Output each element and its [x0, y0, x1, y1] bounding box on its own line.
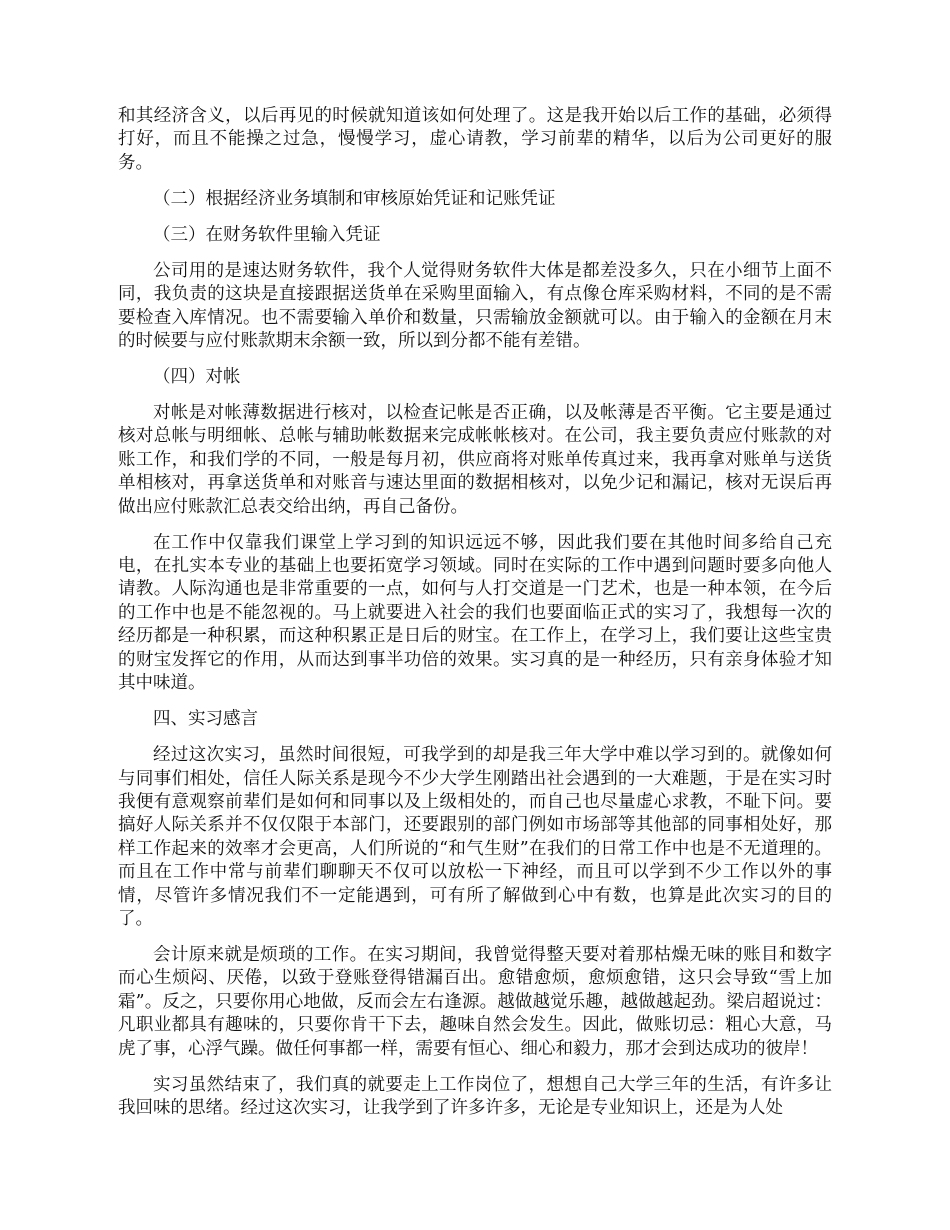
paragraph: 经过这次实习，虽然时间很短，可我学到的却是我三年大学中难以学习到的。就像如何与同事们相处，信任人际关系是现今不少大学生刚踏出社会遇到的一大难题，于是在实习时我便有意观察前辈们是如何和同事以及上级相处的，而自己也尽量虚心求教，不耻下问。要搞好人际关系并不仅仅限于本部门，还要跟别的部门例如市场部等其他部的同事相处好，那样工作起来的效率才会更高，人们所说的“和气生财”在我们的日常工作中也是不无道理的。而且在工作中常与前辈们聊聊天不仅可以放松一下神经，而且可以学到不少工作以外的事情，尽管许多情况我们不一定能遇到，可有所了解做到心中有数，也算是此次实习的目的了。 [118, 745, 832, 929]
section-heading: 四、实习感言 [153, 709, 258, 730]
section-heading: （三）在财务软件里输入凭证 [153, 224, 381, 245]
paragraph: 对帐是对帐薄数据进行核对，以检查记帐是否正确，以及帐薄是否平衡。它主要是通过核对总帐与明细帐、总帐与辅助帐数据来完成帐帐核对。在公司，我主要负责应付账款的对账工作，和我们学的不同，一般是每月初，供应商将对账单传真过来，我再拿对账单与送货单相核对，再拿送货单和对账音与速达里面的数据相核对，以免少记和漏记，核对无误后再做出应付账款汇总表交给出纳，再自己备份。 [118, 403, 832, 517]
paragraph: 和其经济含义，以后再见的时候就知道该如何处理了。这是我开始以后工作的基础，必须得打好，而且不能操之过急，慢慢学习，虚心请教，学习前辈的精华，以后为公司更好的服务。 [118, 106, 832, 173]
paragraph: 会计原来就是烦琐的工作。在实习期间，我曾觉得整天要对着那枯燥无味的账目和数字而心生烦闷、厌倦，以致于登账登得错漏百出。愈错愈烦，愈烦愈错，这只会导致“雪上加霜”。反之，只要你用心地做，反而会左右逢源。越做越觉乐趣，越做越起劲。梁启超说过：凡职业都具有趣味的，只要你肯干下去，趣味自然会发生。因此，做账切忌：粗心大意，马虎了事，心浮气躁。做任何事都一样，需要有恒心、细心和毅力，那才会到达成功的彼岸！ [118, 944, 832, 1059]
paragraph: 公司用的是速达财务软件，我个人觉得财务软件大体是都差没多久，只在小细节上面不同，我负责的这块是直接跟据送货单在采购里面输入，有点像仓库采购材料，不同的是不需要检查入库情况。也不需要输入单价和数量，只需输放金额就可以。由于输入的金额在月末的时候要与应付账款期末余额一致，所以到分都不能有差错。 [118, 260, 832, 352]
paragraph: 在工作中仅靠我们课堂上学习到的知识远远不够，因此我们要在其他时间多给自己充电，在扎实本专业的基础上也要拓宽学习领域。同时在实际的工作中遇到问题时要多向他人请教。人际沟通也是非常重要的一点，如何与人打交道是一门艺术，也是一种本领，在今后的工作中也是不能忽视的。马上就要进入社会的我们也要面临正式的实习了，我想每一次的经历都是一种积累，而这种积累正是日后的财宝。在工作上，在学习上，我们要让这些宝贵的财宝发挥它的作用，从而达到事半功倍的效果。实习真的是一种经历，只有亲身体验才知其中味道。 [118, 532, 832, 694]
section-heading: （二）根据经济业务填制和审核原始凭证和记账凭证 [153, 188, 556, 209]
paragraph: 实习虽然结束了，我们真的就要走上工作岗位了，想想自己大学三年的生活，有许多让我回味的思绪。经过这次实习，让我学到了许多许多，无论是专业知识上，还是为人处 [118, 1074, 832, 1118]
section-heading: （四）对帐 [153, 367, 241, 388]
